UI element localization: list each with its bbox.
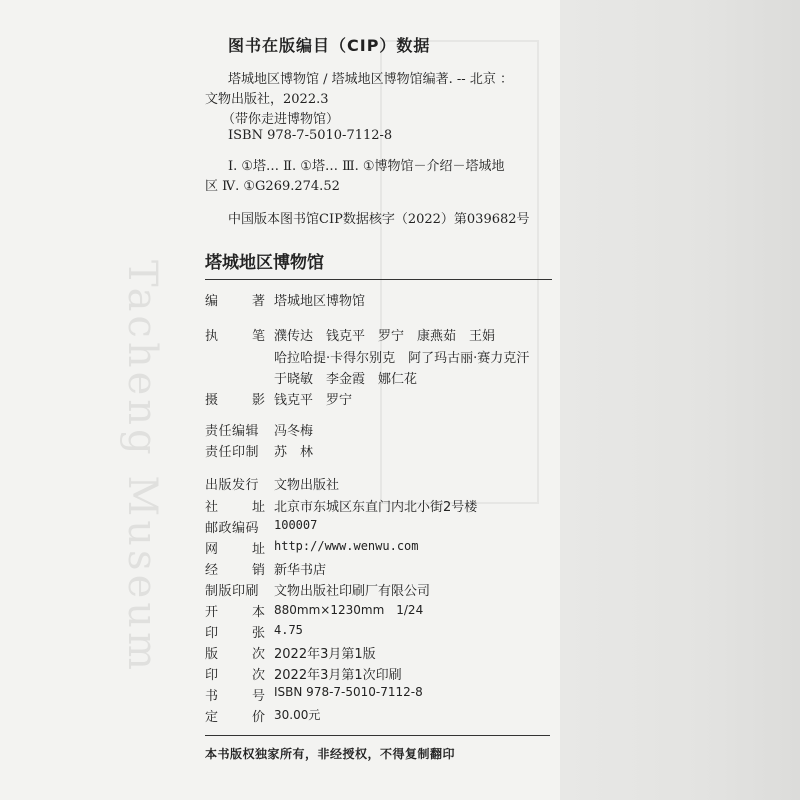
resp-print-label: 责任印制 <box>205 445 260 460</box>
cip-line-2: 文物出版社，2022.3 <box>205 92 329 107</box>
isbn-label: 书 号 <box>205 689 265 704</box>
background-ghost-text: Tacheng Museum <box>119 260 165 674</box>
impression-label: 印 次 <box>205 668 265 683</box>
cip-line-6: 区 Ⅳ. ①G269.274.52 <box>205 179 340 194</box>
address-label: 社 址 <box>205 500 265 515</box>
price-value: 30.00元 <box>274 708 321 722</box>
publisher-value: 文物出版社 <box>274 478 340 493</box>
dist-label: 经 销 <box>205 563 265 578</box>
address-value: 北京市东城区东直门内北小街2号楼 <box>274 500 478 515</box>
printer-value: 文物出版社印刷厂有限公司 <box>274 584 431 599</box>
footer-divider <box>205 735 550 736</box>
edition-label: 版 次 <box>205 647 265 662</box>
cip-line-3: （带你走进博物馆） <box>222 112 340 127</box>
cip-title: 图书在版编目（CIP）数据 <box>228 36 431 55</box>
resp-editor-label: 责任编辑 <box>205 424 260 439</box>
title-divider <box>205 279 552 280</box>
cip-line-5: Ⅰ. ①塔… Ⅱ. ①塔… Ⅲ. ①博物馆－介绍－塔城地 <box>228 159 505 174</box>
price-label: 定 价 <box>205 710 265 725</box>
impression-value: 2022年3月第1次印刷 <box>274 668 402 683</box>
isbn-value: ISBN 978-7-5010-7112-8 <box>274 685 423 699</box>
format-label: 开 本 <box>205 605 265 620</box>
postcode-label: 邮政编码 <box>205 521 260 536</box>
cip-line-4: ISBN 978-7-5010-7112-8 <box>228 128 393 143</box>
photo-value: 钱克平 罗宁 <box>274 393 353 408</box>
web-value: http://www.wenwu.com <box>274 539 419 553</box>
writers-line-2: 哈拉哈提·卡得尔别克 阿了玛古丽·赛力克汗 <box>274 351 530 366</box>
cip-line-7: 中国版本图书馆CIP数据核字（2022）第039682号 <box>228 212 530 227</box>
edition-value: 2022年3月第1版 <box>274 647 376 662</box>
editor-label: 编 著 <box>205 294 265 309</box>
copyright-notice: 本书版权独家所有，非经授权，不得复制翻印 <box>205 747 456 761</box>
postcode-value: 100007 <box>274 518 318 532</box>
editor-value: 塔城地区博物馆 <box>274 294 366 309</box>
sheets-label: 印 张 <box>205 626 265 641</box>
background-page-edge <box>560 0 800 800</box>
writers-label: 执 笔 <box>205 329 265 344</box>
photo-label: 摄 影 <box>205 393 265 408</box>
book-title: 塔城地区博物馆 <box>205 253 324 273</box>
publisher-label: 出版发行 <box>205 478 260 493</box>
background-cover-bleed <box>380 40 539 504</box>
web-label: 网 址 <box>205 542 265 557</box>
writers-line-1: 濮传达 钱克平 罗宁 康燕茹 王娟 <box>274 329 496 344</box>
dist-value: 新华书店 <box>274 563 327 578</box>
format-value: 880mm×1230mm 1/24 <box>274 603 424 617</box>
printer-label: 制版印刷 <box>205 584 260 599</box>
resp-print-value: 苏 林 <box>274 445 314 460</box>
resp-editor-value: 冯冬梅 <box>274 424 314 439</box>
cip-line-1: 塔城地区博物馆 / 塔城地区博物馆编著. -- 北京 ： <box>228 72 513 87</box>
writers-line-3: 于晓敏 李金霞 娜仁花 <box>274 372 418 387</box>
sheets-value: 4.75 <box>274 623 303 637</box>
